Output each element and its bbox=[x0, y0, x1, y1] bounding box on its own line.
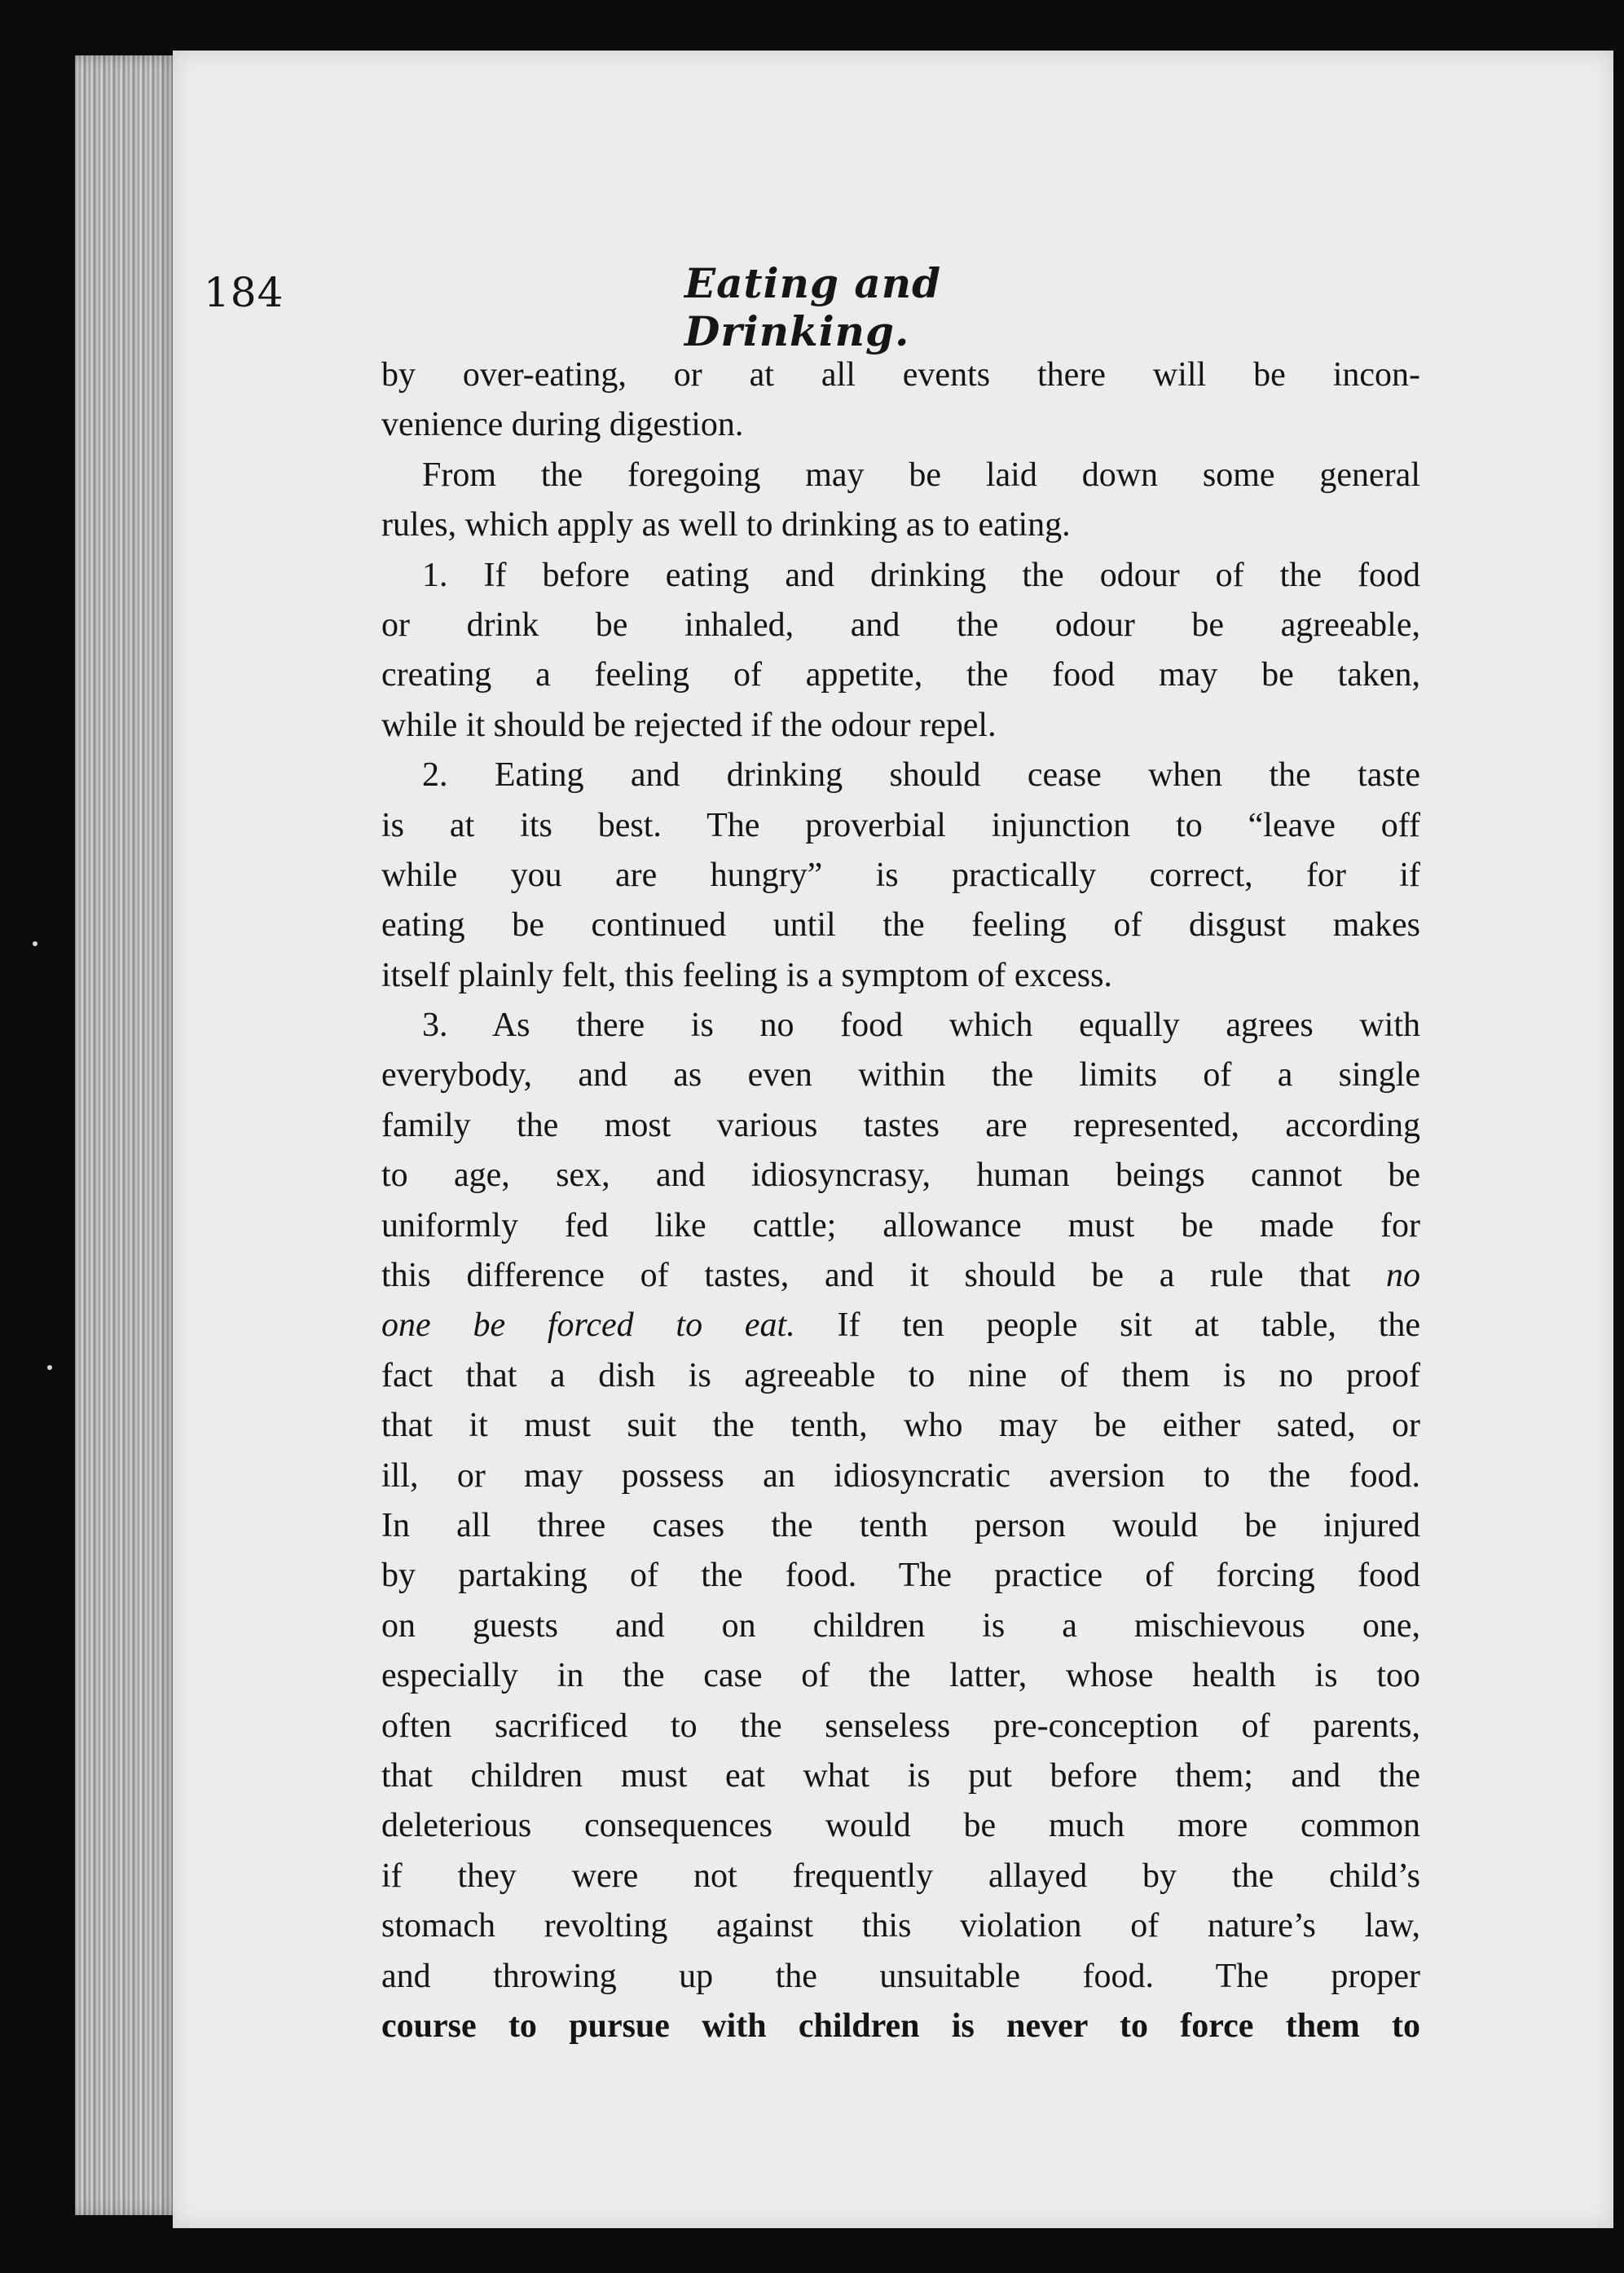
body-text bbox=[381, 350, 1420, 2051]
emphasis-text: one be forced to eat. bbox=[381, 1306, 795, 1345]
text-line: stomach revolting against this violation of nature’s law, bbox=[381, 1907, 1420, 1945]
text-line: on guests and on children is a mischievous one, bbox=[381, 1606, 1420, 1645]
text-line: From the foregoing may be laid down some general bbox=[422, 456, 1420, 494]
text-line: 3. As there is no food which equally agrees with bbox=[422, 1007, 1420, 1045]
text-line: if they were not frequently allayed by the child’s bbox=[381, 1857, 1420, 1895]
text-line: that children must eat what is put before them; and the bbox=[381, 1756, 1420, 1795]
text-line: by partaking of the food. The practice of forcing food bbox=[381, 1557, 1420, 1595]
text-line bbox=[381, 1251, 1420, 1301]
text-line: 1. If before eating and drinking the odour of the food bbox=[422, 556, 1420, 594]
text-line bbox=[381, 1301, 1420, 1350]
text-line: deleterious consequences would be much more common bbox=[381, 1807, 1420, 1845]
text-line: In all three cases the tenth person would be injured bbox=[381, 1506, 1420, 1544]
running-head bbox=[204, 259, 1108, 355]
text-line: by over-eating, or at all events there will be incon- bbox=[381, 356, 1420, 394]
page-edges bbox=[75, 55, 181, 2215]
text-line: ill, or may possess an idiosyncratic aversion to the food. bbox=[381, 1456, 1420, 1495]
text-line: often sacrificed to the senseless pre-conception of parents, bbox=[381, 1707, 1420, 1745]
text-line: 2. Eating and drinking should cease when the taste bbox=[422, 756, 1420, 795]
text-line: creating a feeling of appetite, the food may be taken, bbox=[381, 656, 1420, 694]
text-line: itself plainly felt, this feeling is a symptom of excess. bbox=[381, 956, 1112, 994]
text-line: while it should be rejected if the odour repel. bbox=[381, 706, 997, 744]
emphasis-text: no bbox=[1386, 1257, 1421, 1295]
scan-speck bbox=[47, 1365, 52, 1370]
text-line: fact that a dish is agreeable to nine of them is no proof bbox=[381, 1356, 1420, 1394]
text-line: rules, which apply as well to drinking as to eating. bbox=[381, 506, 1071, 544]
text-line: family the most various tastes are represented, according bbox=[381, 1106, 1420, 1144]
text-line: everybody, and as even within the limits of a single bbox=[381, 1056, 1420, 1095]
text-line: that it must suit the tenth, who may be either sated, or bbox=[381, 1407, 1420, 1445]
text-segment: this difference of tastes, and it should be a rule that bbox=[381, 1257, 1351, 1295]
scan-speck bbox=[33, 941, 37, 946]
text-line: while you are hungry” is practically correct, for if bbox=[381, 856, 1420, 894]
text-line: or drink be inhaled, and the odour be agreeable, bbox=[381, 606, 1420, 644]
page-number: 184 bbox=[204, 269, 284, 316]
text-line: and throwing up the unsuitable food. The proper bbox=[381, 1957, 1420, 1995]
text-line: especially in the case of the latter, whose health is too bbox=[381, 1657, 1420, 1695]
text-line: course to pursue with children is never to force them to bbox=[381, 2006, 1420, 2045]
text-segment: If ten people sit at table, the bbox=[837, 1306, 1420, 1345]
text-line: is at its best. The proverbial injunction to “leave off bbox=[381, 806, 1420, 844]
text-line: venience during digestion. bbox=[381, 406, 744, 444]
running-title: Eating and Drinking. bbox=[684, 259, 942, 355]
text-line: uniformly fed like cattle; allowance must be made for bbox=[381, 1206, 1420, 1244]
text-line: eating be continued until the feeling of disgust makes bbox=[381, 906, 1420, 945]
text-line: to age, sex, and idiosyncrasy, human beings cannot be bbox=[381, 1156, 1420, 1195]
